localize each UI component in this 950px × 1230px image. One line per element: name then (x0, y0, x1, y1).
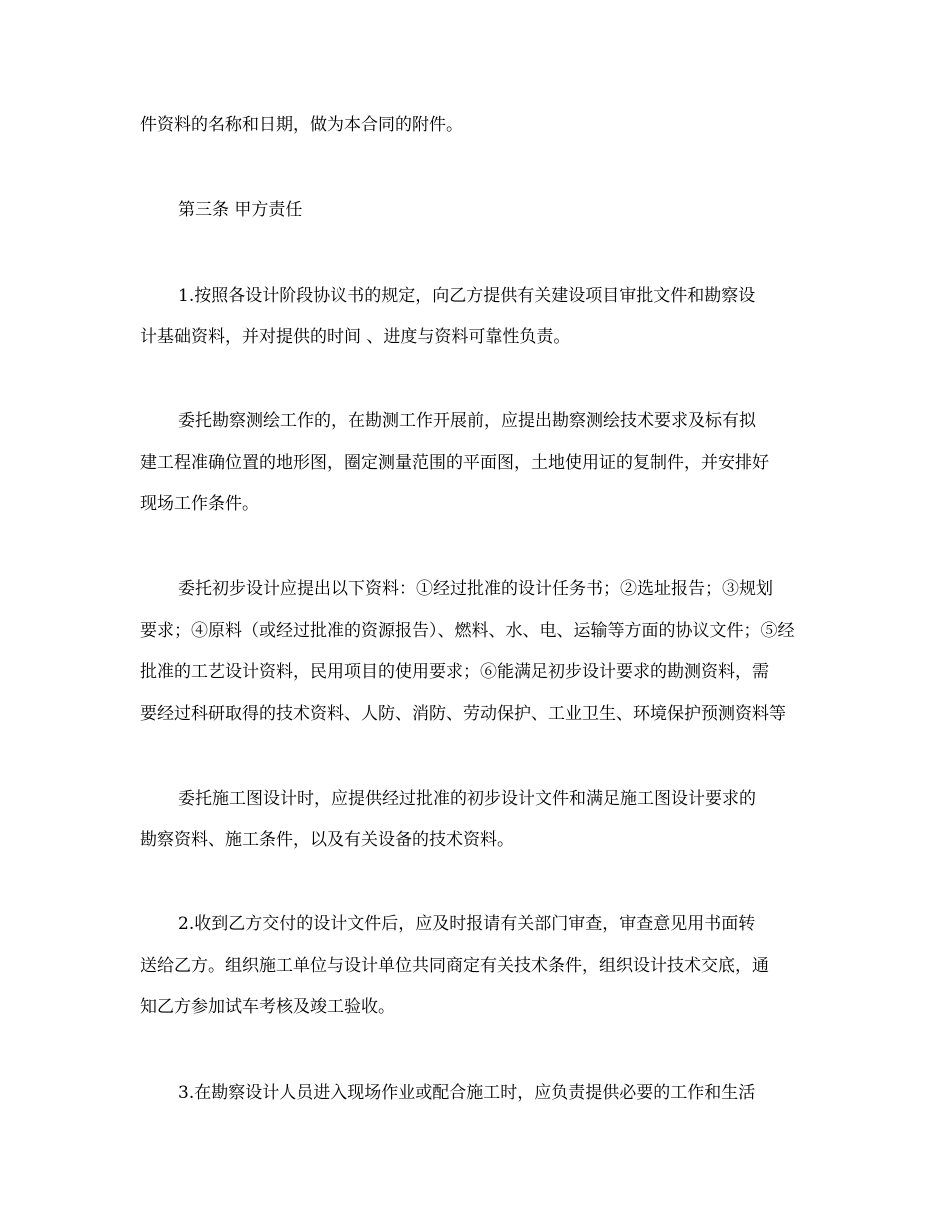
text-line: 委托施工图设计时，应提供经过批准的初步设计文件和满足施工图设计要求的 (178, 789, 756, 809)
text-line: 1.按照各设计阶段协议书的规定，向乙方提供有关建设项目审批文件和勘察设 (178, 286, 756, 306)
section-heading: 第三条 甲方责任 (178, 200, 303, 220)
text-line: 要求；④原料（或经过批准的资源报告）、燃料、水、电、运输等方面的协议文件；⑤经 (140, 621, 795, 641)
text-line: 建工程准确位置的地形图，圈定测量范围的平面图，土地使用证的复制件，并安排好 (140, 453, 769, 473)
text-line: 3.在勘察设计人员进入现场作业或配合施工时，应负责提供必要的工作和生活 (178, 1083, 756, 1103)
text-line: 批准的工艺设计资料，民用项目的使用要求；⑥能满足初步设计要求的勘测资料，需 (140, 662, 769, 682)
text-line: 委托勘察测绘工作的，在勘测工作开展前，应提出勘察测绘技术要求及标有拟 (178, 411, 756, 431)
text-line: 要经过科研取得的技术资料、人防、消防、劳动保护、工业卫生、环境保护预测资料等 (140, 704, 786, 724)
text-line: 计基础资料，并对提供的时间 、进度与资料可靠性负责。 (140, 327, 571, 347)
text-line: 送给乙方。组织施工单位与设计单位共同商定有关技术条件，组织设计技术交底，通 (140, 956, 769, 976)
text-line: 2.收到乙方交付的设计文件后，应及时报请有关部门审查，审查意见用书面转 (178, 914, 756, 934)
text-line: 勘察资料、施工条件，以及有关设备的技术资料。 (140, 830, 514, 850)
text-line: 委托初步设计应提出以下资料：①经过批准的设计任务书；②选址报告；③规划 (178, 579, 773, 599)
text-line: 件资料的名称和日期，做为本合同的附件。 (140, 115, 463, 135)
text-line: 现场工作条件。 (140, 494, 259, 514)
text-line: 知乙方参加试车考核及竣工验收。 (140, 997, 395, 1017)
